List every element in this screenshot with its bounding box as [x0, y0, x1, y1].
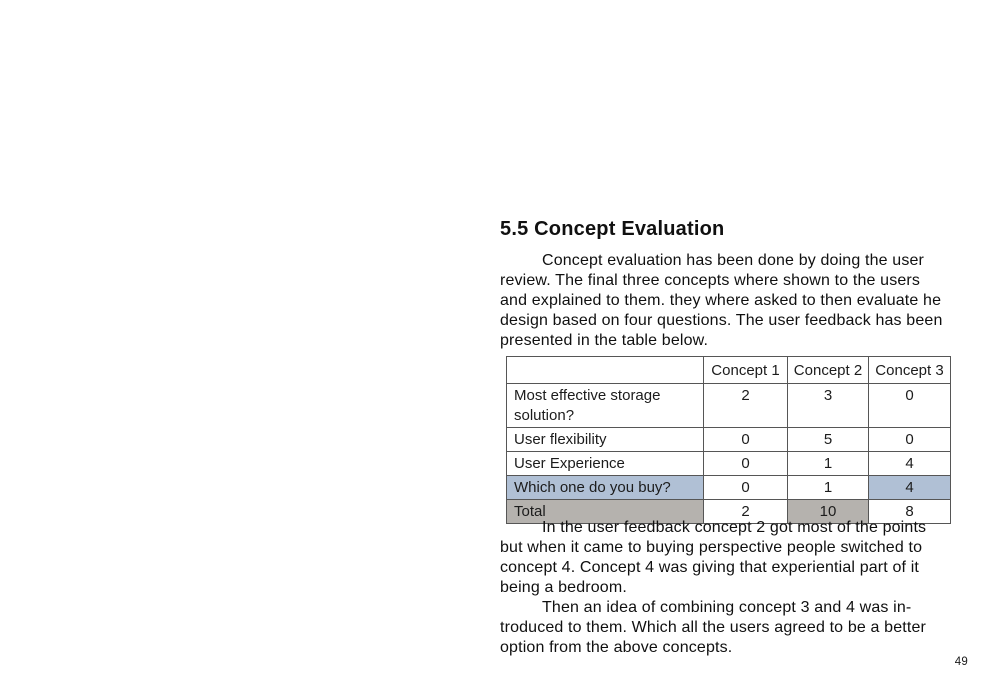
text-line: option from the above concepts.: [500, 639, 733, 656]
conclusion-paragraph: [500, 598, 958, 658]
text-line: review. The final three concepts where shown to the users: [500, 272, 921, 289]
value-cell: 2: [704, 384, 788, 428]
page-number: 49: [954, 656, 968, 668]
row-label-cell: User flexibility: [507, 428, 704, 452]
text-line: presented in the table below.: [500, 332, 709, 349]
text-line: troduced to them. Which all the users agreed to be a better: [500, 619, 926, 636]
value-cell: 2: [704, 500, 788, 524]
table-row: [507, 384, 951, 428]
row-label-cell: Most effective storage solution?: [507, 384, 704, 428]
text-line: Then an idea of combining concept 3 and 4 was in-: [542, 599, 912, 616]
row-label-cell: User Experience: [507, 452, 704, 476]
value-cell: 0: [704, 428, 788, 452]
table-row: [507, 428, 951, 452]
value-cell: 8: [869, 500, 951, 524]
table-header-cell: Concept 3: [869, 357, 951, 384]
concept-table-body: [507, 384, 951, 524]
value-cell: 10: [788, 500, 869, 524]
value-cell: 0: [704, 452, 788, 476]
value-cell: 1: [788, 476, 869, 500]
text-line: concept 4. Concept 4 was giving that experiential part of it: [500, 559, 920, 576]
value-cell: 0: [869, 384, 951, 428]
text-line: Concept evaluation has been done by doing the user: [542, 252, 924, 269]
intro-paragraph: [500, 251, 958, 351]
concept-table-head-row: [507, 357, 951, 384]
row-label-cell: Total: [507, 500, 704, 524]
value-cell: 1: [788, 452, 869, 476]
row-label-cell: Which one do you buy?: [507, 476, 704, 500]
value-cell: 4: [869, 452, 951, 476]
value-cell: 3: [788, 384, 869, 428]
table-corner-cell: [507, 357, 704, 384]
table-header-cell: Concept 2: [788, 357, 869, 384]
value-cell: 0: [869, 428, 951, 452]
concept-table: [506, 356, 951, 524]
table-row: [507, 452, 951, 476]
text-line: being a bedroom.: [500, 579, 627, 596]
section-heading: 5.5 Concept Evaluation: [500, 218, 725, 240]
concept-evaluation-table: [506, 356, 952, 520]
text-line: but when it came to buying perspective people switched to: [500, 539, 923, 556]
text-line: In the user feedback concept 2 got most of the points: [542, 519, 927, 536]
value-cell: 0: [704, 476, 788, 500]
feedback-paragraph: [500, 518, 958, 598]
text-line: design based on four questions. The user feedback has been: [500, 312, 943, 329]
value-cell: 4: [869, 476, 951, 500]
table-header-cell: Concept 1: [704, 357, 788, 384]
value-cell: 5: [788, 428, 869, 452]
text-line: and explained to them. they where asked to then evaluate he: [500, 292, 942, 309]
table-row: [507, 476, 951, 500]
